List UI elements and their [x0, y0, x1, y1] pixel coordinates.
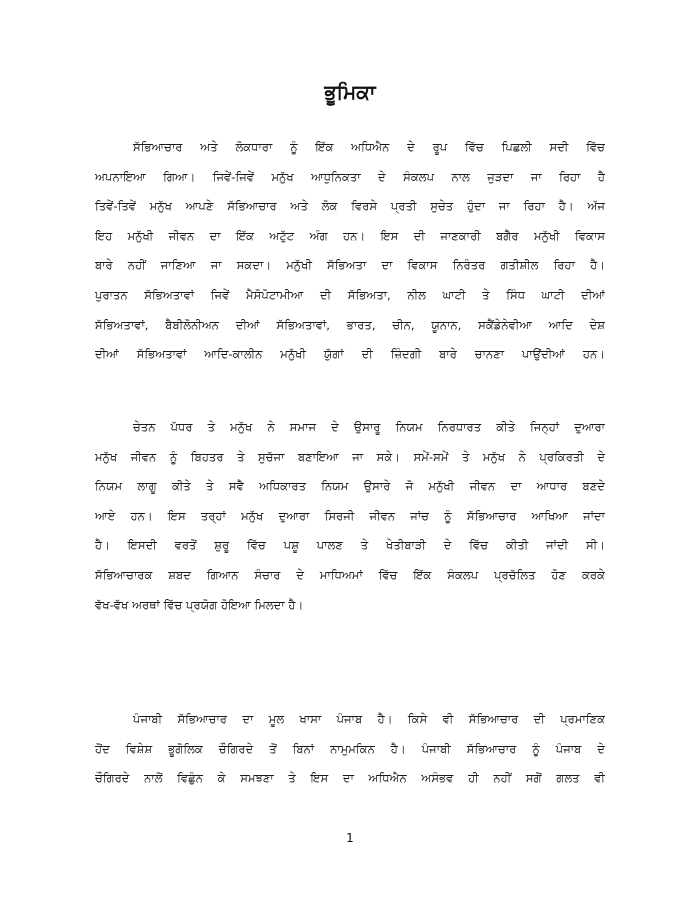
paragraph-line: ਚੌਗਿਰਦੇ ਨਾਲੋਂ ਵਿਛੁੰਨ ਕੇ ਸਮਝਣਾ ਤੇ ਇਸ ਦਾ ਅਧਿਐਨ ਅਸੰਭਵ ਹੀ ਨਹੀਂ ਸਗੋਂ ਗਲਤ ਵੀ: [95, 771, 605, 786]
paragraph-1: [95, 133, 605, 370]
paragraph-2: [95, 413, 605, 620]
paragraph-line: ਹੈ। ਇਸਦੀ ਵਰਤੋਂ ਸ਼ੁਰੂ ਵਿੱਚ ਪਸ਼ੂ ਪਾਲਣ ਤੇ ਖੇਤੀਬਾੜੀ ਦੇ ਵਿੱਚ ਕੀਤੀ ਜਾਂਦੀ ਸੀ।: [95, 538, 605, 553]
paragraph-line: ਤਿਵੇਂ-ਤਿਵੇਂ ਮਨੁੱਖ ਆਪਣੇ ਸੱਭਿਆਚਾਰ ਅਤੇ ਲੋਕ ਵਿਰਸੇ ਪ੍ਰਤੀ ਸੁਚੇਤ ਹੁੰਦਾ ਜਾ ਰਿਹਾ ਹੈ। ਅੱਜ: [95, 199, 605, 214]
paragraph-line: ਸੱਭਿਆਚਾਰਕ ਸ਼ਬਦ ਗਿਆਨ ਸੰਚਾਰ ਦੇ ਮਾਧਿਅਮਾਂ ਵਿੱਚ ਇੱਕ ਸੰਕਲਪ ਪ੍ਰਚੱਲਿਤ ਹੋਣ ਕਰਕੇ: [95, 567, 605, 582]
paragraph-line: ਇਹ ਮਨੁੱਖੀ ਜੀਵਨ ਦਾ ਇੱਕ ਅਟੁੱਟ ਅੰਗ ਹਨ। ਇਸ ਦੀ ਜਾਣਕਾਰੀ ਬਗੈਰ ਮਨੁੱਖੀ ਵਿਕਾਸ: [95, 228, 605, 243]
page-number: 1: [346, 831, 354, 845]
paragraph-line: ਚੇਤਨ ਪੱਧਰ ਤੇ ਮਨੁੱਖ ਨੇ ਸਮਾਜ ਦੇ ਉਸਾਰੂ ਨਿਯਮ ਨਿਰਧਾਰਤ ਕੀਤੇ ਜਿਨ੍ਹਾਂ ਦੁਆਰਾ: [133, 420, 605, 434]
paragraph-line: ਬਾਰੇ ਨਹੀਂ ਜਾਣਿਆ ਜਾ ਸਕਦਾ। ਮਨੁੱਖੀ ਸੱਭਿਅਤਾ ਦਾ ਵਿਕਾਸ ਨਿਰੰਤਰ ਗਤੀਸ਼ੀਲ ਰਿਹਾ ਹੈ।: [95, 258, 605, 273]
paragraph-line: ਪੁਰਾਤਨ ਸੱਭਿਅਤਾਵਾਂ ਜਿਵੇਂ ਮੈਸੋਪੋਟਾਮੀਆ ਦੀ ਸੱਭਿਅਤਾ, ਨੀਲ ਘਾਟੀ ਤੇ ਸਿੰਧ ਘਾਟੀ ਦੀਆਂ: [95, 287, 605, 302]
paragraph-line: ਪੰਜਾਬੀ ਸੱਭਿਆਚਾਰ ਦਾ ਮੂਲ ਖਾਸਾ ਪੰਜਾਬ ਹੈ। ਕਿਸੇ ਵੀ ਸੱਭਿਆਚਾਰ ਦੀ ਪ੍ਰਮਾਣਿਕ: [133, 712, 605, 726]
paragraph-line: ਆਏ ਹਨ। ਇਸ ਤਰ੍ਹਾਂ ਮਨੁੱਖ ਦੁਆਰਾ ਸਿਰਜੀ ਜੀਵਨ ਜਾਂਚ ਨੂੰ ਸੱਭਿਆਚਾਰ ਆਖਿਆ ਜਾਂਦਾ: [95, 508, 605, 523]
paragraph-line: ਦੀਆਂ ਸੱਭਿਅਤਾਵਾਂ ਆਦਿ-ਕਾਲੀਨ ਮਨੁੱਖੀ ਯੁੱਗਾਂ ਦੀ ਜ਼ਿੰਦਗੀ ਬਾਰੇ ਚਾਨਣਾ ਪਾਉਂਦੀਆਂ ਹਨ।: [95, 347, 605, 362]
paragraph-line: ਨਿਯਮ ਲਾਗੂ ਕੀਤੇ ਤੇ ਸਵੈ ਅਧਿਕਾਰਤ ਨਿਯਮ ਉਸਾਰੇ ਜੋ ਮਨੁੱਖੀ ਜੀਵਨ ਦਾ ਆਧਾਰ ਬਣਦੇ: [95, 479, 605, 494]
paragraph-line: ਹੋਂਦ ਵਿਸ਼ੇਸ਼ ਭੂਗੋਲਿਕ ਚੌਗਿਰਦੇ ਤੋਂ ਬਿਨਾਂ ਨਾਮੁਮਕਿਨ ਹੈ। ਪੰਜਾਬੀ ਸੱਭਿਆਚਾਰ ਨੂੰ ਪੰਜਾਬ ਦੇ: [95, 741, 605, 756]
paragraph-line: ਸੱਭਿਅਤਾਵਾਂ, ਬੈਬੀਲੋਨੀਅਨ ਦੀਆਂ ਸੱਭਿਅਤਾਵਾਂ, ਭਾਰਤ, ਚੀਨ, ਯੂਨਾਨ, ਸਕੈਂਡੇਨੇਵੀਆ ਆਦਿ ਦੇਸ਼: [95, 317, 605, 332]
paragraph-line: ਮਨੁੱਖ ਜੀਵਨ ਨੂੰ ਬਿਹਤਰ ਤੇ ਸੁਚੱਜਾ ਬਣਾਇਆ ਜਾ ਸਕੇ। ਸਮੇਂ-ਸਮੇਂ ਤੇ ਮਨੁੱਖ ਨੇ ਪ੍ਰਕਿਰਤੀ ਦੇ: [95, 449, 605, 464]
paragraph-line: ਵੱਖ-ਵੱਖ ਅਰਥਾਂ ਵਿੱਚ ਪ੍ਰਯੋਗ ਹੋਇਆ ਮਿਲਦਾ ਹੈ।: [95, 597, 304, 612]
paragraph-line: ਅਪਨਾਇਆ ਗਿਆ। ਜਿਵੇਂ-ਜਿਵੇਂ ਮਨੁੱਖ ਆਧੁਨਿਕਤਾ ਦੇ ਸੰਕਲਪ ਨਾਲ ਜੁੜਦਾ ਜਾ ਰਿਹਾ ਹੈ: [95, 169, 605, 184]
page-title: ਭੂਮਿਕਾ: [324, 80, 376, 104]
paragraph-line: ਸੱਭਿਆਚਾਰ ਅਤੇ ਲੋਕਧਾਰਾ ਨੂੰ ਇੱਕ ਅਧਿਐਨ ਦੇ ਰੂਪ ਵਿੱਚ ਪਿਛਲੀ ਸਦੀ ਵਿੱਚ: [133, 140, 605, 154]
paragraph-3: [95, 705, 605, 794]
